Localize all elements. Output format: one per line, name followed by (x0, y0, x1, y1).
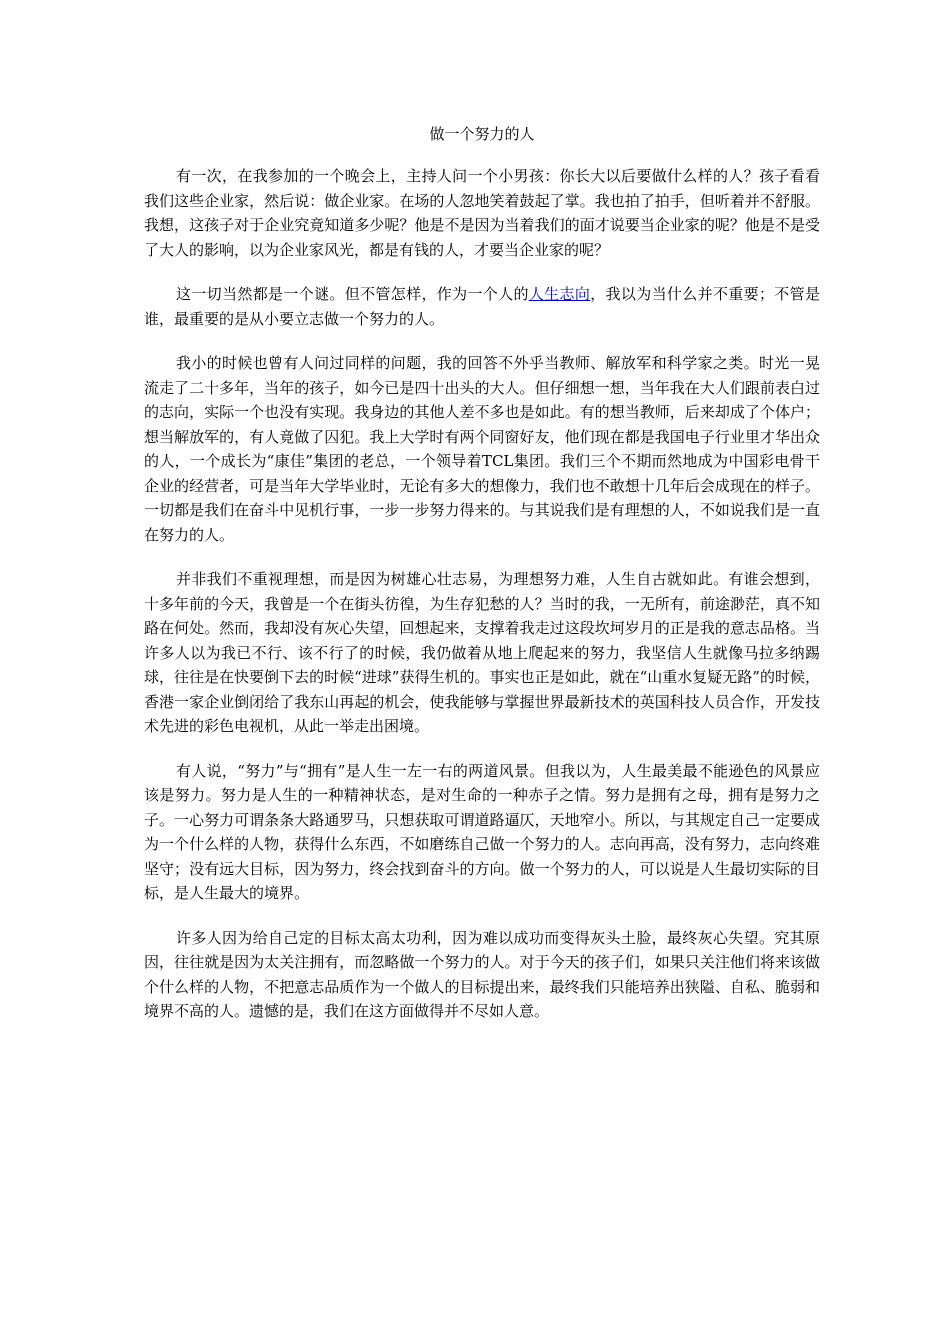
paragraph-4: 并非我们不重视理想，而是因为树雄心壮志易，为理想努力难，人生自古就如此。有谁会想到，十多年前的今天，我曾是一个在街头彷徨，为生存犯愁的人？当时的我，一无所有，前途渺茫，真不知路在何处。然而，我却没有灰心失望，回想起来，支撑着我走过这段坎坷岁月的正是我的意志品格。当许多人以为我已不行、该不行了的时候，我仍做着从地上爬起来的努力，我坚信人生就像马拉多纳踢球，往往是在快要倒下去的时候“进球”获得生机的。事实也正是如此，就在“山重水复疑无路”的时候，香港一家企业倒闭给了我东山再起的机会，使我能够与掌握世界最新技术的英国科技人员合作，开发技术先进的彩色电视机，从此一举走出困境。 (144, 570, 820, 735)
document-page (144, 122, 820, 1044)
document-title: 做一个努力的人 (429, 125, 535, 143)
paragraph-3: 我小的时候也曾有人问过同样的问题，我的回答不外乎当教师、解放军和科学家之类。时光一晃流走了二十多年，当年的孩子，如今已是四十出头的大人。但仔细想一想，当年我在大人们跟前表白过的志向，实际一个也没有实现。我身边的其他人差不多也是如此。有的想当教师，后来却成了个体户；想当解放军的，有人竟做了囚犯。我上大学时有两个同窗好友，他们现在都是我国电子行业里才华出众的人，一个成长为“康佳”集团的老总，一个领导着TCL集团。我们三个不期而然地成为中国彩电骨干企业的经营者，可是当年大学毕业时，无论有多大的想像力，我们也不敢想十几年后会成现在的样子。一切都是我们在奋斗中见机行事，一步一步努力得来的。与其说我们是有理想的人，不如说我们是一直在努力的人。 (144, 354, 820, 544)
paragraph-2 (144, 282, 820, 331)
paragraph-2-after: ，我以为当什么并不重要；不管是谁，最重要的是从小要立志做一个努力的人。 (144, 285, 820, 328)
paragraph-6: 许多人因为给自己定的目标太高太功利，因为难以成功而变得灰头土脸，最终灰心失望。究其原因，往往就是因为太关注拥有，而忽略做一个努力的人。对于今天的孩子们，如果只关注他们将来该做个什么样的人物，不把意志品质作为一个做人的目标提出来，最终我们只能培养出狭隘、自私、脆弱和境界不高的人。遗憾的是，我们在这方面做得并不尽如人意。 (144, 928, 820, 1020)
paragraph-5: 有人说，“努力”与“拥有”是人生一左一右的两道风景。但我以为，人生最美最不能逊色的风景应该是努力。努力是人生的一种精神状态，是对生命的一种赤子之情。努力是拥有之母，拥有是努力之子。一心努力可谓条条大路通罗马，只想获取可谓道路逼仄，天地窄小。所以，与其规定自己一定要成为一个什么样的人物，获得什么东西，不如磨练自己做一个努力的人。志向再高，没有努力，志向终难坚守；没有远大目标，因为努力，终会找到奋斗的方向。做一个努力的人，可以说是人生最切实际的目标，是人生最大的境界。 (144, 761, 820, 902)
paragraph-1: 有一次，在我参加的一个晚会上，主持人问一个小男孩：你长大以后要做什么样的人？孩子看看我们这些企业家，然后说：做企业家。在场的人忽地笑着鼓起了掌。我也拍了拍手，但听着并不舒服。我想，这孩子对于企业究竟知道多少呢？他是不是因为当着我们的面才说要当企业家的呢？他是不是受了大人的影响，以为企业家风光，都是有钱的人，才要当企业家的呢？ (144, 167, 820, 259)
life-aspiration-link[interactable]: 人生志向 (528, 285, 591, 303)
paragraph-2-before: 这一切当然都是一个谜。但不管怎样，作为一个人的 (176, 285, 529, 303)
